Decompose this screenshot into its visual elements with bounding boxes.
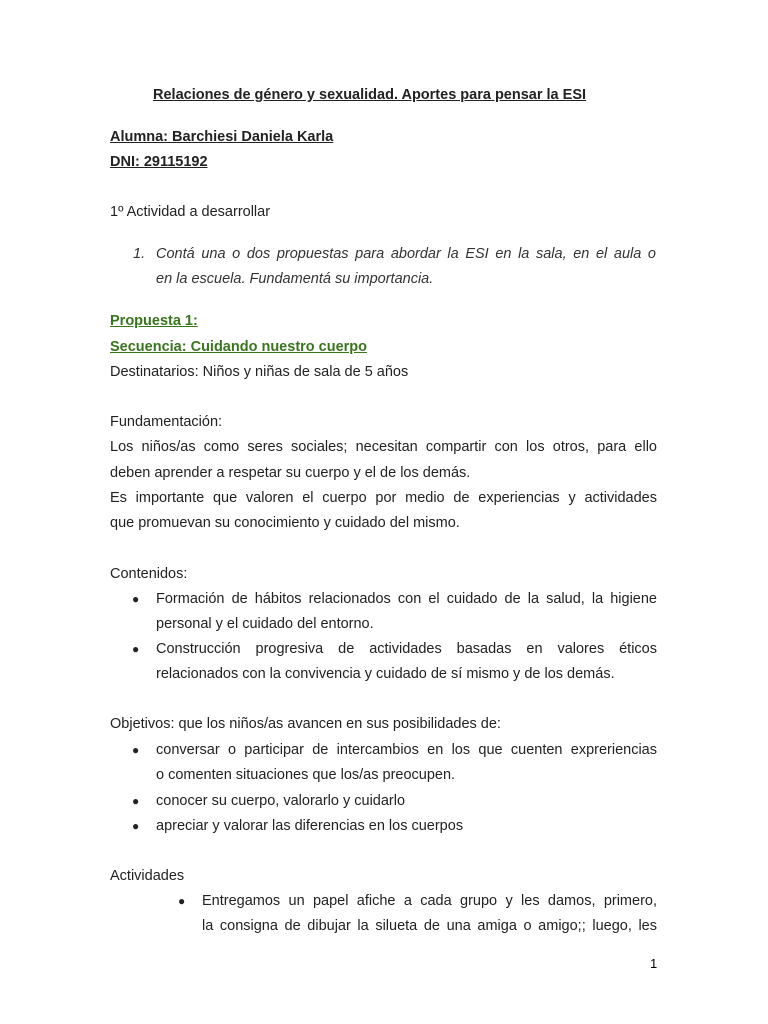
bullet-icon: ●	[132, 794, 140, 808]
question-line-2: en la escuela. Fundamentá su importancia.	[156, 271, 434, 287]
actividades-heading: Actividades	[110, 868, 185, 884]
fundamentacion-line: Los niños/as como seres sociales; necesitan compartir con los otros, para ello	[110, 439, 657, 455]
fundamentacion-line: deben aprender a respetar su cuerpo y el de los demás.	[110, 465, 471, 481]
contenidos-heading: Contenidos:	[110, 566, 188, 582]
bullet-icon: ●	[132, 743, 140, 757]
actividades-item-cont: la consigna de dibujar la silueta de una amiga o amigo;; luego, les	[202, 918, 657, 934]
objetivos-heading: Objetivos: que los niños/as avancen en sus posibilidades de:	[110, 716, 501, 732]
question-number: 1.	[133, 246, 146, 262]
fundamentacion-line: que promuevan su conocimiento y cuidado del mismo.	[110, 515, 460, 531]
objetivos-item: conversar o participar de intercambios en los que cuenten expreriencias	[156, 742, 657, 758]
bullet-icon: ●	[132, 642, 140, 656]
contenidos-item-cont: relacionados con la convivencia y cuidado de sí mismo y de los demás.	[156, 666, 615, 682]
actividades-item: Entregamos un papel afiche a cada grupo y les damos, primero,	[202, 893, 657, 909]
activity-heading: 1º Actividad a desarrollar	[110, 204, 271, 220]
student-name: Alumna: Barchiesi Daniela Karla	[110, 129, 334, 145]
bullet-icon: ●	[132, 819, 140, 833]
proposal-title: Propuesta 1:	[110, 313, 198, 329]
document-title: Relaciones de género y sexualidad. Aportes para pensar la ESI	[153, 87, 587, 103]
fundamentacion-heading: Fundamentación:	[110, 414, 223, 430]
page-number: 1	[650, 956, 658, 971]
sequence-title: Secuencia: Cuidando nuestro cuerpo	[110, 339, 368, 355]
objetivos-item-cont: o comenten situaciones que los/as preocupen.	[156, 767, 456, 783]
question-line-1: Contá una o dos propuestas para abordar la ESI en la sala, en el aula o	[156, 246, 656, 262]
student-dni: DNI: 29115192	[110, 154, 208, 170]
fundamentacion-line: Es importante que valoren el cuerpo por medio de experiencias y actividades	[110, 490, 657, 506]
objetivos-item: conocer su cuerpo, valorarlo y cuidarlo	[156, 793, 406, 809]
contenidos-item-cont: personal y el cuidado del entorno.	[156, 616, 374, 632]
bullet-icon: ●	[178, 894, 186, 908]
contenidos-item: Formación de hábitos relacionados con el cuidado de la salud, la higiene	[156, 591, 657, 607]
bullet-icon: ●	[132, 592, 140, 606]
objetivos-item: apreciar y valorar las diferencias en los cuerpos	[156, 818, 464, 834]
contenidos-item: Construcción progresiva de actividades basadas en valores éticos	[156, 641, 657, 657]
recipients: Destinatarios: Niños y niñas de sala de 5 años	[110, 364, 409, 380]
